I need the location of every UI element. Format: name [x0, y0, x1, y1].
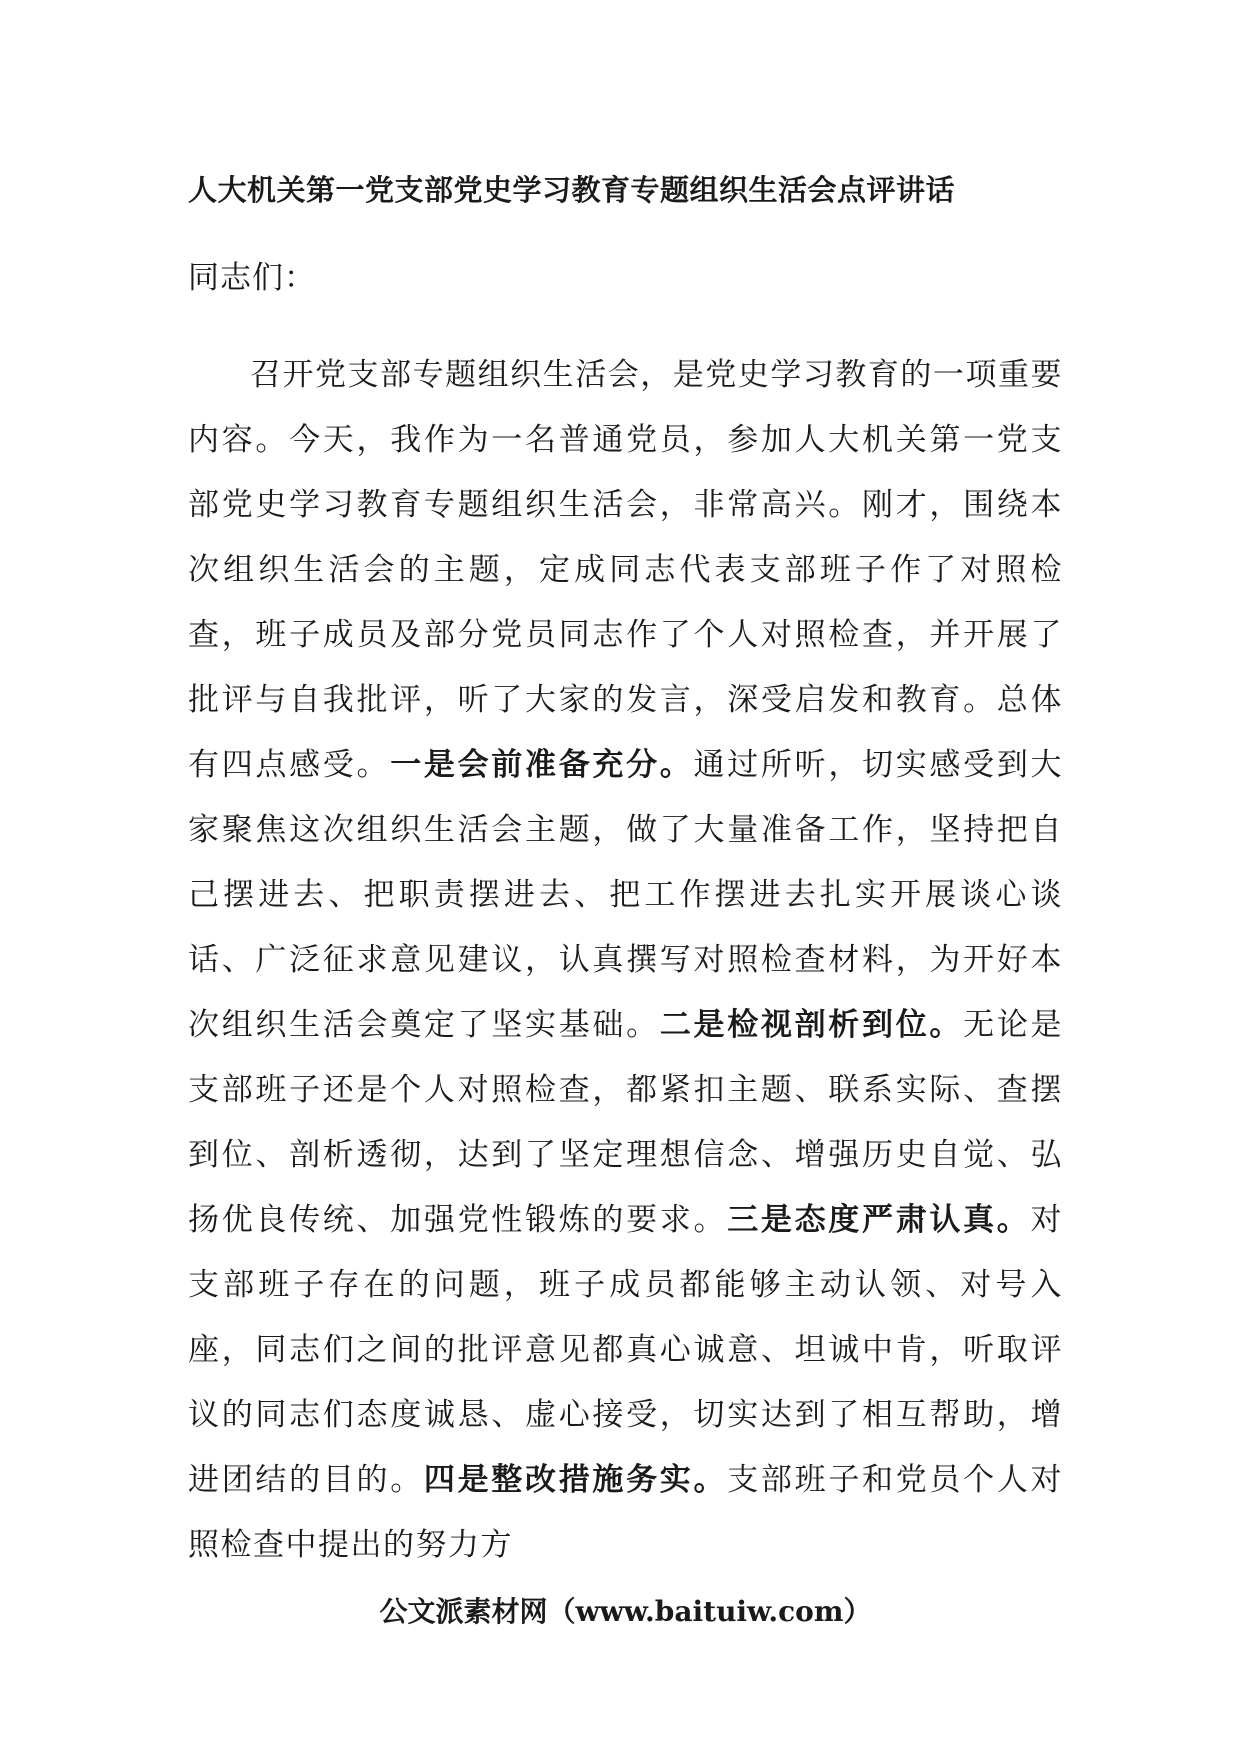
document-title: 人大机关第一党支部党史学习教育专题组织生活会点评讲话 — [188, 173, 956, 207]
salutation: 同志们： — [188, 260, 316, 296]
text-segment: 通过所听，切实感受到大家聚焦这次组织生活会主题，做了大量准备工作，坚持把自己摆进去、把职责摆进去、把工作摆进去扎实开展谈心谈话、广泛征求意见建议，认真撰写对照检查材料，为开好本次组织生活会奠定了坚实基础。 — [188, 747, 1064, 1043]
emphasis-point-1: 一是会前准备充分。 — [390, 747, 694, 783]
footer-watermark: 公文派素材网（www.baituiw.com） — [379, 1595, 872, 1628]
document-page — [188, 0, 1063, 1754]
body-paragraph — [188, 343, 1063, 1578]
emphasis-point-4: 四是整改措施务实。 — [423, 1462, 728, 1498]
text-segment: 无论是支部班子还是个人对照检查，都紧扣主题、联系实际、查摆到位、剖析透彻，达到了坚定理想信念、增强历史自觉、弘扬优良传统、加强党性锻炼的要求。 — [188, 1007, 1064, 1238]
text-segment: 对支部班子存在的问题，班子成员都能够主动认领、对号入座，同志们之间的批评意见都真心诚意、坦诚中肯，听取评议的同志们态度诚恳、虚心接受，切实达到了相互帮助，增进团结的目的。 — [188, 1202, 1064, 1498]
text-segment: 支部班子和党员个人对照检查中提出的努力方 — [188, 1462, 1064, 1563]
text-segment: 召开党支部专题组织生活会，是党史学习教育的一项重要内容。今天，我作为一名普通党员，参加人大机关第一党支部党史学习教育专题组织生活会，非常高兴。刚才，围绕本次组织生活会的主题，定成同志代表支部班子作了对照检查，班子成员及部分党员同志作了个人对照检查，并开展了批评与自我批评，听了大家的发言，深受启发和教育。总体有四点感受。 — [188, 357, 1063, 783]
emphasis-point-3: 三是态度严肃认真。 — [727, 1202, 1031, 1238]
emphasis-point-2: 二是检视剖析到位。 — [659, 1007, 964, 1043]
